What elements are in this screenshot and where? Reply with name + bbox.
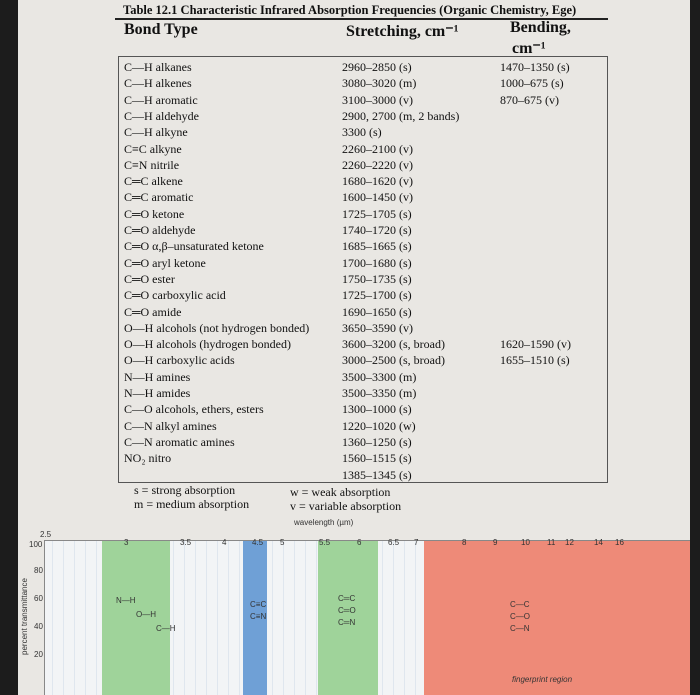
bond-type-cell: C—H aldehyde [124,108,199,123]
wavelength-tick-label: 11 [547,538,556,547]
bond-type-cell: C—H alkanes [124,60,192,74]
stretching-cell: 1385–1345 (s) [342,467,412,482]
table-row [124,256,604,272]
band-label-blue: C≡N [250,612,267,621]
band-label-green2: C═C [338,594,356,603]
bond-type-cell: O—H alcohols (hydrogen bonded) [124,337,291,352]
band-label-red: C—N [510,624,530,633]
header-rule [115,18,608,20]
table-row [124,419,604,435]
bond-type-cell: C═O amide [124,304,182,319]
wavelength-axis-title: wavelength (µm) [294,518,354,527]
grid-line [63,540,64,695]
table-row [124,435,604,451]
grid-line [217,540,218,695]
bending-cell: 1620–1590 (v) [500,337,571,352]
table-row [124,402,604,418]
bond-type-cell: C═O ester [124,271,175,286]
table-row [124,353,604,369]
stretching-cell: 1690–1650 (s) [342,304,412,319]
bond-type-cell: C—N aromatic amines [124,434,235,449]
fingerprint-region-label: fingerprint region [512,675,573,684]
wavelength-tick-label: 16 [615,538,624,547]
wavelength-tick-label: 9 [493,538,498,547]
bond-type-cell: C═C alkene [124,174,183,189]
stretching-cell: 1680–1620 (v) [342,174,413,189]
wavelength-tick-label: 5 [280,538,285,547]
stretching-cell: 1700–1680 (s) [342,255,412,270]
legend-strong: s = strong absorption [134,483,236,497]
percent-tick-label: 60 [34,594,43,603]
stretching-cell: 3000–2500 (s, broad) [342,353,445,368]
stretching-cell: 1360–1250 (s) [342,434,412,449]
band-label-blue: C≡C [250,600,267,609]
grid-line [206,540,207,695]
wavelength-tick-label: 6.5 [388,538,400,547]
stretching-cell: 2260–2100 (v) [342,141,413,156]
stretching-cell: 1600–1450 (v) [342,190,413,205]
table-row [124,207,604,223]
header-bond-type: Bond Type [124,21,198,38]
legend-medium: m = medium absorption [134,497,250,511]
grid-line [85,540,86,695]
bending-cell: 1655–1510 (s) [500,353,570,368]
table-row [124,239,604,255]
wavelength-tick-label: 6 [357,538,362,547]
table-row [124,288,604,304]
stretching-cell: 3600–3200 (s, broad) [342,337,445,352]
bond-type-cell: C—H aromatic [124,92,198,107]
bond-type-cell: NO₂ nitro [124,451,172,466]
band-label-green1: C—H [156,624,176,633]
table-row [124,174,604,190]
wavelength-tick-label: 7 [414,538,419,547]
stretching-cell: 1725–1700 (s) [342,288,412,303]
bond-type-cell: C═O ketone [124,206,185,221]
bond-type-cell: C—H alkenes [124,76,192,91]
wavelength-tick-label: 4.5 [252,538,264,547]
table-row [124,386,604,402]
grid-line [316,540,317,695]
table-row [124,60,604,76]
percent-tick-label: 40 [34,622,43,631]
band-label-green2: C═O [338,606,356,615]
table-row [124,451,604,467]
table-row [124,93,604,109]
stretching-cell: 2960–2850 (s) [342,60,412,74]
wavelength-tick-label: 5.5 [319,538,331,547]
wavelength-tick-label: 3.5 [180,538,192,547]
bond-type-cell: O—H carboxylic acids [124,353,235,368]
stretching-cell: 1725–1705 (s) [342,206,412,221]
grid-line [173,540,174,695]
grid-line [239,540,240,695]
header-stretching: Stretching, cm⁻¹ [346,23,459,40]
table-row [124,125,604,141]
wavelength-tick-label: 14 [594,538,603,547]
bond-type-cell: O—H alcohols (not hydrogen bonded) [124,320,310,335]
table-row [124,190,604,206]
wavelength-tick-label: 3 [124,538,129,547]
stretching-cell: 3100–3000 (v) [342,92,413,107]
band-label-green1: O—H [136,610,156,619]
percent-tick-label: 80 [34,566,43,575]
stretching-cell: 1740–1720 (s) [342,223,412,237]
red-band [424,540,690,695]
stretching-cell: 3650–3590 (v) [342,320,413,335]
bending-cell: 1000–675 (s) [500,76,564,91]
y-axis-label: percent transmittance [19,578,29,655]
bond-type-cell: C═O aldehyde [124,223,196,237]
band-label-green2: C═N [338,618,356,627]
table-row [124,158,604,174]
stretching-cell: 3500–3300 (m) [342,369,417,384]
bond-type-cell: C═O aryl ketone [124,255,206,270]
stretching-cell: 1300–1000 (s) [342,402,412,417]
grid-line [184,540,185,695]
stretching-cell: 3300 (s) [342,125,382,140]
bond-type-cell: N—H amides [124,386,191,400]
grid-line [294,540,295,695]
table-row [124,468,604,484]
grid-line [404,540,405,695]
grid-line [283,540,284,695]
band-label-green1: N—H [116,596,136,605]
bond-type-cell: C═C aromatic [124,190,194,205]
stretching-cell: 3080–3020 (m) [342,76,417,91]
grid-line [96,540,97,695]
table-row [124,109,604,125]
bond-type-cell: C—H alkyne [124,125,188,140]
stretching-cell: 1750–1735 (s) [342,271,412,286]
bending-cell: 1470–1350 (s) [500,60,570,74]
grid-line [74,540,75,695]
stretching-cell: 2260–2220 (v) [342,157,413,172]
wavelength-tick-label: 12 [565,538,574,547]
table-title: Table 12.1 Characteristic Infrared Absorption Frequencies (Organic Chemistry, Ege) [123,3,577,17]
table-row [124,223,604,239]
table-row [124,305,604,321]
band-label-red: C—O [510,612,530,621]
percent-tick-label: 20 [34,650,43,659]
table-row [124,76,604,92]
table-row [124,337,604,353]
wavelength-tick-label: 8 [462,538,467,547]
grid-line [52,540,53,695]
bond-type-cell: C≡N nitrile [124,157,180,172]
legend-variable: v = variable absorption [290,499,402,513]
table-row [124,370,604,386]
stretching-cell: 2900, 2700 (m, 2 bands) [342,108,460,123]
band-label-red: C—C [510,600,530,609]
bond-type-cell: C≡C alkyne [124,141,182,156]
bond-type-cell: C—N alkyl amines [124,418,217,433]
table-row [124,321,604,337]
header-bending-unit: cm⁻¹ [512,40,546,57]
grid-line [195,540,196,695]
plot-left-border [44,540,45,695]
stretching-cell: 1220–1020 (w) [342,418,416,433]
legend-weak: w = weak absorption [290,485,391,499]
percent-tick-label: 100 [29,540,43,549]
bond-type-cell: N—H amines [124,369,191,384]
wavelength-tick-label: 2.5 [40,530,52,539]
table-row [124,272,604,288]
grid-line [272,540,273,695]
stretching-cell: 3500–3350 (m) [342,386,417,400]
wavelength-tick-label: 4 [222,538,227,547]
grid-line [414,538,419,695]
grid-line [228,540,229,695]
bond-type-cell: C—O alcohols, ethers, esters [124,402,264,417]
bond-type-cell: C═O α,β–unsaturated ketone [124,239,264,254]
table-row [124,142,604,158]
bond-type-cell: C═O carboxylic acid [124,288,226,303]
stretching-cell: 1560–1515 (s) [342,451,412,466]
grid-line [393,540,394,695]
grid-line [382,540,383,695]
bending-cell: 870–675 (v) [500,92,559,107]
header-bending: Bending, [510,19,571,36]
wavelength-tick-label: 10 [521,538,530,547]
grid-line [305,540,306,695]
stretching-cell: 1685–1665 (s) [342,239,412,254]
